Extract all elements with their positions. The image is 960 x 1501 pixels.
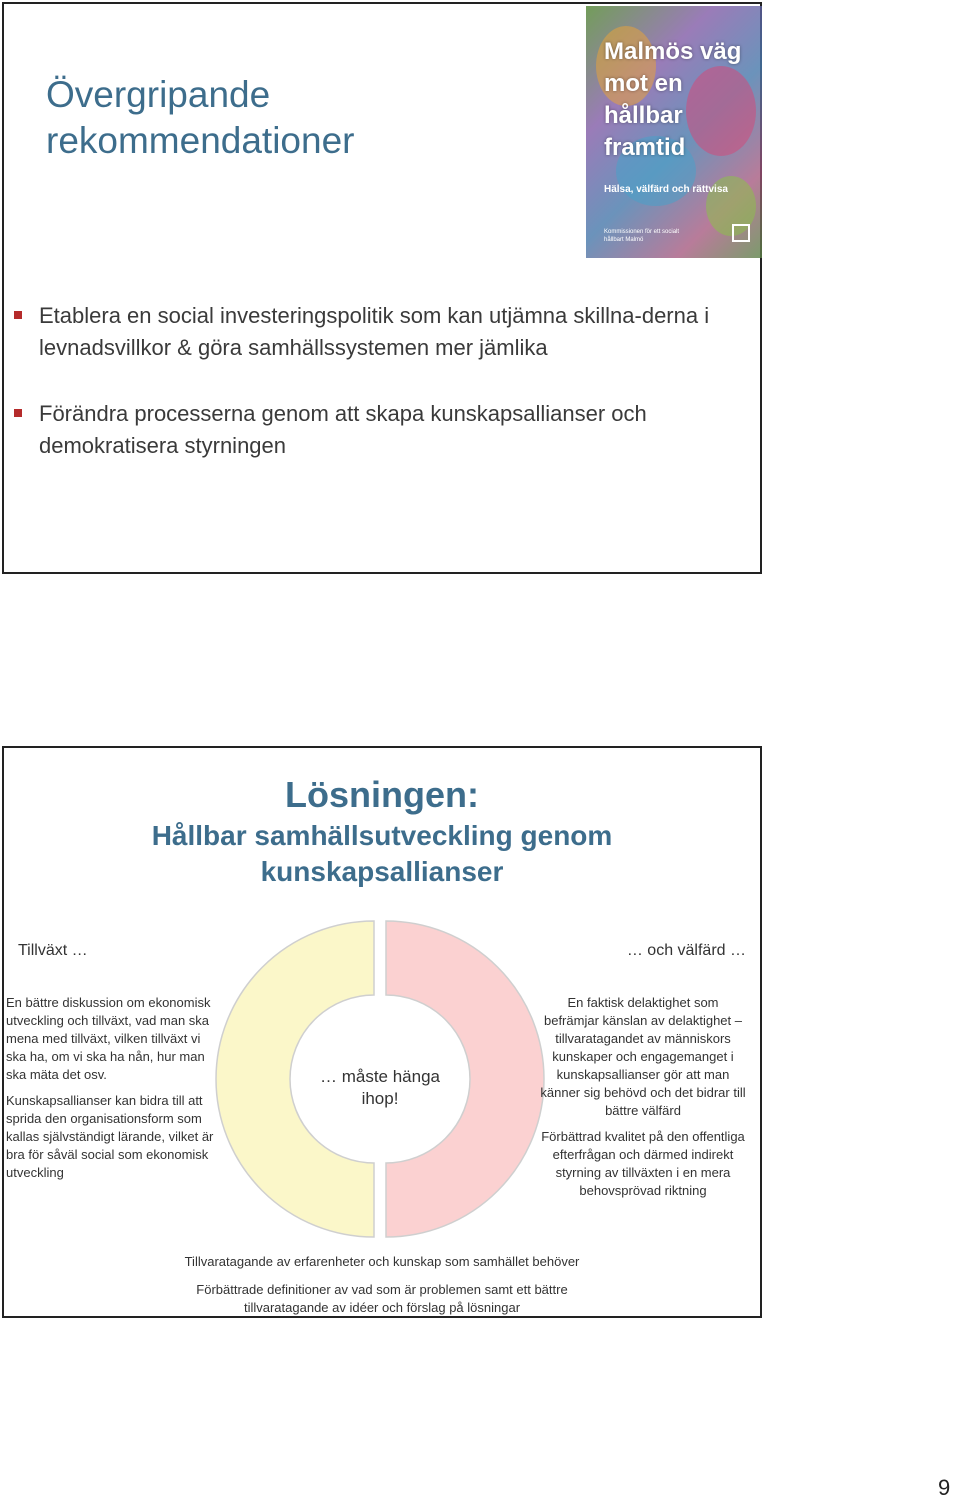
slide-subtitle: Hållbar samhällsutveckling genom kunskapsallianser (151, 820, 613, 887)
label-valfard: … och välfärd … (626, 942, 746, 959)
list-item (14, 398, 744, 462)
paragraph: En faktisk delaktighet som befrämjar känslan av delaktighet – tillvaratagandet av människors kunskaper och engagemanget i kunskapsallianser gör att man känner sig behövd och det bidrar till bättre välfärd (540, 995, 746, 1118)
footer-line-1: Tillvaratagande av erfarenheter och kunskap som samhället behöver (184, 1254, 580, 1269)
list-item (14, 300, 744, 364)
slide-title: Lösningen: (285, 774, 479, 815)
slide-title: Övergripande rekommendationer (46, 74, 355, 161)
donut-center-text: … måste hänga ihop! (319, 1067, 440, 1108)
list-item-text: Etablera en social investeringspolitik som kan utjämna skillna-derna i levnadsvillkor & göra samhällssystemen mer jämlika (39, 303, 710, 360)
paragraph: En bättre diskussion om ekonomisk utveckling och tillväxt, vad man ska mena med tillväxt, vilken tillväxt vi ska ha, om vi ska ha nån, hur man ska mäta det osv. (6, 995, 211, 1082)
report-cover-image (586, 6, 762, 258)
page-number: 9 (938, 1475, 951, 1500)
cover-publisher: Kommissionen för ett socialt hållbart Malmö (604, 229, 680, 243)
paragraph: Förbättrad kvalitet på den offentliga efterfrågan och därmed indirekt styrning av tillväxten i en mera behovsprövad riktning (541, 1129, 745, 1198)
welfare-text-column (540, 994, 746, 1208)
footer-line-2: Förbättrade definitioner av vad som är problemen samt ett bättre tillvaratagande av idéer och förslag på lösningar (196, 1282, 568, 1315)
slide-overgripande (2, 2, 762, 574)
square-bullet-icon (14, 311, 22, 319)
slide-losningen (2, 746, 762, 1318)
growth-text-column (6, 994, 224, 1190)
recommendation-list (14, 300, 744, 496)
list-item-text: Förändra processerna genom att skapa kunskapsallianser och demokratisera styrningen (39, 401, 647, 458)
cover-title: Malmös väg mot en hållbar framtid (604, 38, 742, 161)
malmo-logo-icon (732, 224, 750, 242)
square-bullet-icon (14, 409, 22, 417)
cover-subtitle: Hälsa, välfärd och rättvisa (604, 184, 728, 195)
label-tillvaxt: Tillväxt … (18, 942, 88, 959)
paragraph: Kunskapsallianser kan bidra till att sprida den organisationsform som kallas självständigt lärande, vilket är bra för såväl social som ekonomisk utveckling (6, 1093, 214, 1180)
